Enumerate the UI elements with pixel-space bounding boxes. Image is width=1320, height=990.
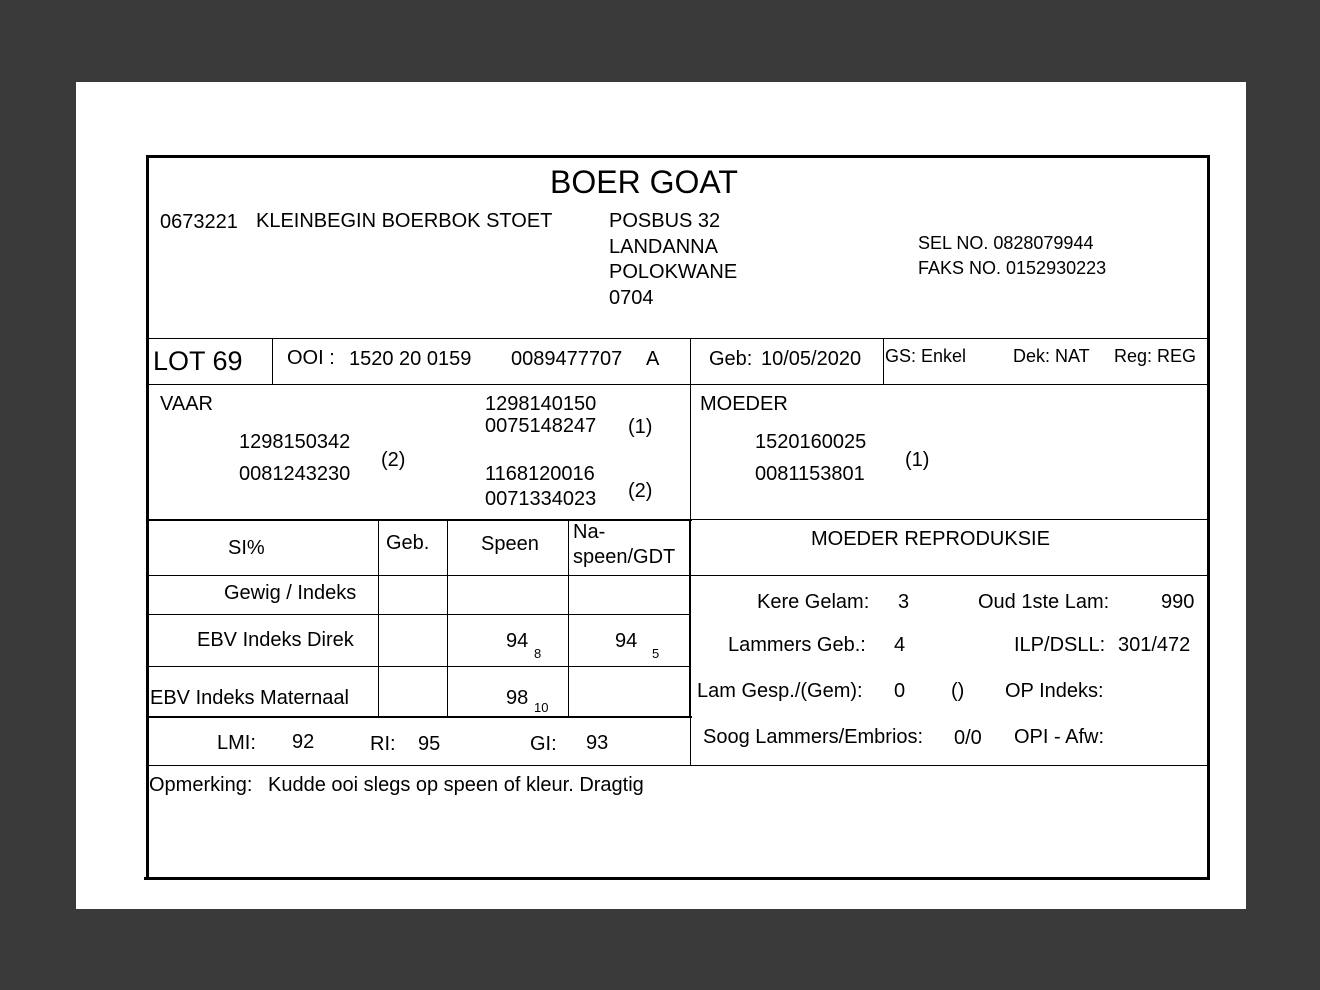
- divider: [148, 666, 690, 667]
- direk-speen-value: 94: [506, 630, 529, 652]
- mat-speen-count: 10: [534, 700, 549, 715]
- lmi-value: 92: [292, 731, 315, 753]
- oud-value: 990: [1161, 591, 1195, 613]
- repro-title: MOEDER REPRODUKSIE: [811, 528, 1050, 550]
- row-label-direk: EBV Indeks Direk: [197, 629, 354, 651]
- speen-header: Speen: [481, 533, 539, 555]
- divider: [447, 521, 448, 717]
- divider: [148, 519, 692, 521]
- ri-value: 95: [418, 733, 441, 755]
- sire-grade: (2): [381, 449, 406, 471]
- op-indeks-label: OP Indeks:: [1005, 680, 1104, 702]
- divider: [148, 338, 1207, 339]
- direk-naspeen-count: 5: [652, 646, 660, 661]
- granddam-grade: (2): [628, 480, 653, 502]
- si-percent-header: SI%: [228, 537, 265, 559]
- geb-label: Geb:: [709, 348, 753, 370]
- row-label-gewig: Gewig / Indeks: [224, 582, 357, 604]
- granddam-number: 1168120016: [485, 463, 595, 485]
- direk-speen-count: 8: [534, 646, 542, 661]
- mat-speen-value: 98: [506, 687, 529, 709]
- divider: [378, 521, 379, 717]
- dek-value: Dek: NAT: [1013, 346, 1090, 366]
- divider: [883, 338, 884, 384]
- address-line-2: LANDANNA: [609, 236, 718, 258]
- lmi-label: LMI:: [217, 732, 256, 754]
- divider: [148, 716, 692, 718]
- dam-number: 1520160025: [755, 431, 867, 453]
- gesp-label: Lam Gesp./(Gem):: [697, 680, 863, 702]
- oud-label: Oud 1ste Lam:: [978, 591, 1110, 613]
- grandsire-id: 0075148247: [485, 415, 597, 437]
- direk-naspeen-value: 94: [615, 630, 638, 652]
- granddam-id: 0071334023: [485, 488, 597, 510]
- gem-value: (): [951, 680, 965, 702]
- sire-number: 1298150342: [239, 431, 351, 453]
- address-line-3: POLOKWANE: [609, 261, 738, 283]
- dam-id: 0081153801: [755, 463, 865, 485]
- sel-number: SEL NO. 0828079944: [918, 233, 1094, 253]
- gi-value: 93: [586, 732, 609, 754]
- reg-value: Reg: REG: [1114, 346, 1197, 366]
- gi-label: GI:: [530, 733, 557, 755]
- card-border-left: [146, 155, 149, 880]
- divider: [568, 521, 569, 717]
- card-border-bottom: [144, 877, 1210, 880]
- grandsire-grade: (1): [628, 416, 653, 438]
- opmerking-label: Opmerking:: [149, 774, 253, 796]
- document-title: BOER GOAT: [550, 164, 738, 200]
- breeder-number: 0673221: [160, 211, 238, 233]
- card-border-right: [1207, 155, 1210, 880]
- opi-afw-label: OPI - Afw:: [1014, 726, 1105, 748]
- divider: [148, 575, 1207, 576]
- divider: [689, 519, 691, 718]
- geb-header: Geb.: [386, 532, 430, 554]
- breeder-name: KLEINBEGIN BOERBOK STOET: [256, 210, 553, 232]
- birth-date: 10/05/2020: [761, 348, 862, 370]
- lot-number: LOT 69: [153, 346, 243, 376]
- soog-value: 0/0: [954, 727, 982, 749]
- opmerking-text: Kudde ooi slegs op speen of kleur. Dragtig: [268, 774, 644, 796]
- divider: [148, 765, 1207, 766]
- lammers-label: Lammers Geb.:: [728, 634, 866, 656]
- naspeen-header-line1: Na-: [573, 521, 606, 543]
- vaar-label: VAAR: [160, 393, 213, 415]
- ooi-grade: A: [646, 348, 660, 370]
- ooi-label: OOI :: [287, 347, 335, 369]
- ooi-number: 1520 20 0159: [349, 348, 472, 370]
- moeder-label: MOEDER: [700, 393, 788, 415]
- ooi-id: 0089477707: [511, 348, 623, 370]
- sire-id: 0081243230: [239, 463, 351, 485]
- naspeen-header-line2: speen/GDT: [573, 546, 676, 568]
- dam-grade: (1): [905, 449, 930, 471]
- row-label-maternaal: EBV Indeks Maternaal: [150, 687, 349, 709]
- grandsire-number: 1298140150: [485, 393, 597, 415]
- ri-label: RI:: [370, 733, 396, 755]
- kere-label: Kere Gelam:: [757, 591, 870, 613]
- kere-value: 3: [898, 591, 910, 613]
- soog-label: Soog Lammers/Embrios:: [703, 726, 924, 748]
- divider: [148, 614, 690, 615]
- address-line-4: 0704: [609, 287, 654, 309]
- ilp-label: ILP/DSLL:: [1014, 634, 1106, 656]
- gesp-value: 0: [894, 680, 906, 702]
- address-line-1: POSBUS 32: [609, 210, 721, 232]
- lammers-value: 4: [894, 634, 906, 656]
- ilp-value: 301/472: [1118, 634, 1191, 656]
- faks-number: FAKS NO. 0152930223: [918, 258, 1107, 278]
- divider: [272, 338, 273, 384]
- divider: [148, 384, 1207, 385]
- card-border-top: [146, 155, 1210, 158]
- gs-value: GS: Enkel: [885, 346, 967, 366]
